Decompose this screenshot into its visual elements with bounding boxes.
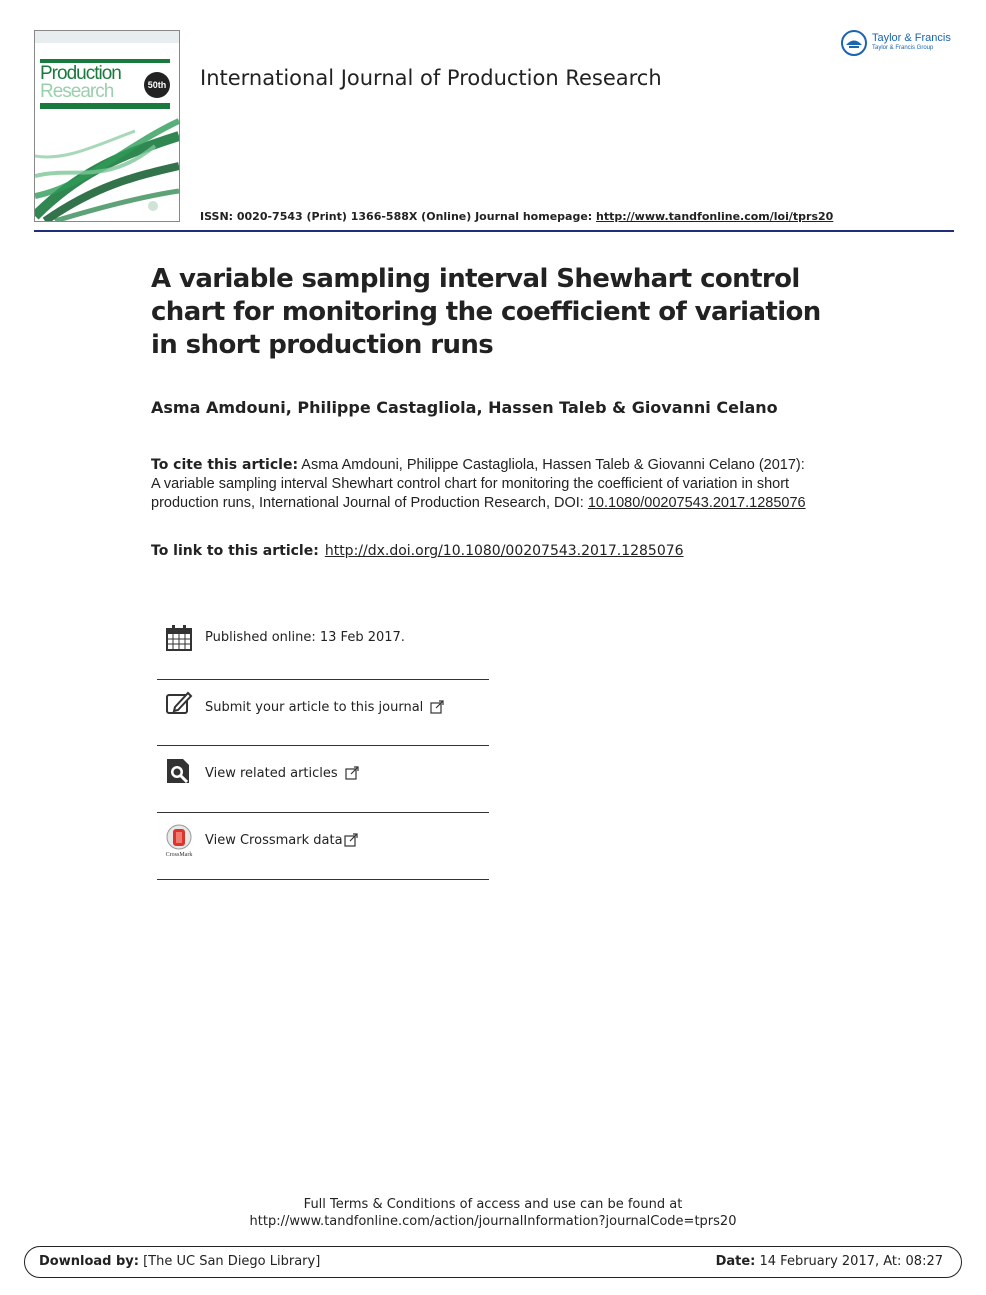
terms-line: Full Terms & Conditions of access and use can be found at — [303, 1197, 683, 1212]
citation-text: Asma Amdouni, Philippe Castagliola, Hassen Taleb & Giovanni Celano (2017): A variable sampling interval Shewhart control chart for monitoring the coefficient of variation in short production runs, International Journal of Production Research, DOI: — [151, 457, 805, 511]
citation-doi-link[interactable]: 10.1080/00207543.2017.1285076 — [587, 495, 806, 511]
cover-rule — [40, 103, 170, 109]
external-link-icon — [345, 766, 359, 780]
taylor-francis-logo-icon — [840, 30, 868, 56]
citation-label: To cite this article: — [151, 457, 299, 473]
edit-icon — [165, 690, 193, 718]
article-title: A variable sampling interval Shewhart control chart for monitoring the coefficient of variation in short production runs — [151, 264, 821, 360]
crossmark-icon-text: CrossMark — [165, 852, 193, 858]
external-link-icon — [430, 700, 444, 714]
external-link-icon — [344, 833, 358, 847]
download-date-label: Date: — [715, 1254, 756, 1269]
search-icon — [165, 757, 193, 785]
terms-url-link[interactable]: http://www.tandfonline.com/action/journalInformation?journalCode=tprs20 — [249, 1214, 737, 1229]
download-date — [716, 1254, 943, 1269]
article-link-label: To link to this article: — [151, 543, 319, 559]
header-divider — [34, 230, 954, 232]
download-by — [39, 1254, 320, 1269]
submit-article-item[interactable] — [157, 680, 489, 746]
cover-top-band — [35, 31, 179, 43]
publisher-group: Taylor & Francis Group — [872, 45, 934, 51]
crossmark-link[interactable] — [205, 833, 358, 848]
publisher-logo — [840, 30, 960, 56]
info-divider — [157, 879, 489, 880]
crossmark-item[interactable] — [157, 813, 489, 879]
issn-line — [200, 210, 833, 223]
journal-homepage-link[interactable]: http://www.tandfonline.com/loi/tprs20 — [596, 210, 834, 223]
journal-title: International Journal of Production Research — [200, 66, 662, 90]
download-by-label: Download by: — [39, 1254, 139, 1269]
article-authors: Asma Amdouni, Philippe Castagliola, Hassen Taleb & Giovanni Celano — [151, 398, 778, 417]
submit-article-label: Submit your article to this journal — [205, 700, 424, 715]
related-articles-item[interactable] — [157, 746, 489, 812]
download-by-value: [The UC San Diego Library] — [143, 1254, 321, 1269]
submit-article-link[interactable] — [205, 700, 444, 715]
crossmark-icon — [165, 824, 193, 858]
related-articles-link[interactable] — [205, 766, 359, 781]
related-articles-label: View related articles — [205, 766, 338, 781]
cover-artwork — [35, 116, 179, 221]
cover-title-line2: Research — [40, 81, 114, 102]
publisher-name: Taylor & Francis — [872, 32, 951, 44]
article-doi-link[interactable]: http://dx.doi.org/10.1080/00207543.2017.1285076 — [324, 543, 684, 559]
published-online-item — [157, 612, 489, 678]
citation-block — [151, 456, 811, 513]
crossmark-label: View Crossmark data — [205, 833, 343, 848]
cover-title-line1: Production — [40, 63, 121, 84]
issn-text: ISSN: 0020-7543 (Print) 1366-588X (Online) Journal homepage: — [200, 210, 597, 223]
terms-notice — [0, 1196, 986, 1230]
download-info-bar — [24, 1246, 962, 1278]
journal-cover-image — [34, 30, 180, 222]
download-date-value: 14 February 2017, At: 08:27 — [759, 1254, 943, 1269]
published-online-label: Published online: 13 Feb 2017. — [205, 630, 405, 645]
article-link-line — [151, 543, 684, 559]
calendar-icon — [165, 624, 193, 652]
cover-anniversary-badge: 50th — [144, 72, 170, 98]
